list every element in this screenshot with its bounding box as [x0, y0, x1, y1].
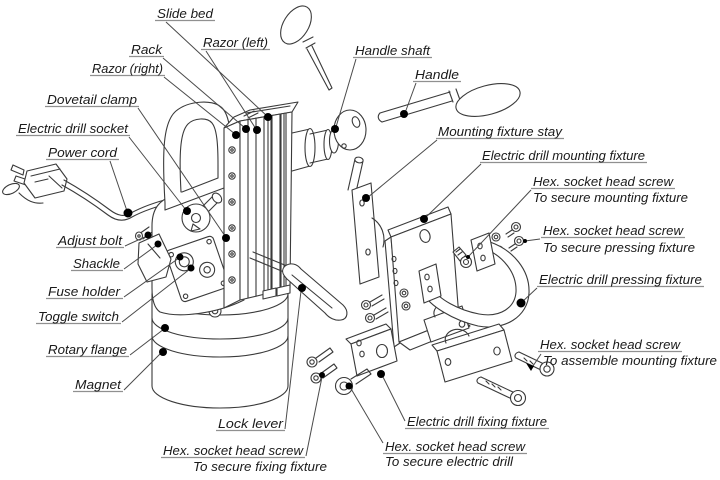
label-fuse-holder: Fuse holder — [48, 284, 121, 299]
power-plug-drawing — [1, 164, 67, 203]
label-hex-screw-secure-fixing-1: Hex. socket head screw — [163, 443, 305, 458]
label-hex-screw-secure-fixing-2: To secure fixing fixture — [193, 459, 327, 474]
label-mounting-fixture-stay: Mounting fixture stay — [438, 124, 564, 139]
label-electric-drill-socket: Electric drill socket — [18, 121, 130, 136]
label-slide-bed: Slide bed — [157, 6, 214, 21]
label-hex-screw-secure-pressing-1: Hex. socket head screw — [543, 223, 685, 238]
handle-drawing — [378, 77, 523, 122]
label-electric-drill-pressing-fixture: Electric drill pressing fixture — [539, 272, 702, 287]
label-power-cord: Power cord — [48, 145, 118, 160]
label-electric-drill-mounting-fixture: Electric drill mounting fixture — [482, 148, 645, 163]
label-magnet: Magnet — [75, 377, 123, 392]
label-rotary-flange: Rotary flange — [48, 342, 127, 357]
label-hex-screw-secure-drill-1: Hex. socket head screw — [385, 439, 527, 454]
label-rack: Rack — [131, 42, 164, 57]
label-hex-screw-assemble-mounting-1: Hex. socket head screw — [540, 337, 682, 352]
label-lock-lever: Lock lever — [218, 416, 284, 431]
label-toggle-switch: Toggle switch — [38, 309, 119, 324]
label-handle: Handle — [415, 67, 459, 82]
mounting-fixture-stay-drawing — [348, 156, 384, 284]
label-hex-screw-secure-pressing-2: To secure pressing fixture — [543, 240, 695, 255]
label-dovetail-clamp: Dovetail clamp — [47, 92, 137, 107]
label-hex-screw-secure-drill-2: To secure electric drill — [385, 454, 515, 469]
label-electric-drill-fixing-fixture: Electric drill fixing fixture — [407, 414, 547, 429]
label-handle-shaft: Handle shaft — [355, 43, 432, 58]
label-razor-right: Razor (right) — [92, 61, 163, 76]
label-adjust-bolt: Adjust bolt — [56, 233, 124, 248]
label-razor-left: Razor (left) — [203, 35, 268, 50]
label-hex-screw-secure-mounting-1: Hex. socket head screw — [533, 174, 675, 189]
feed-handle-drawing — [274, 1, 332, 90]
label-hex-screw-secure-mounting-2: To secure mounting fixture — [533, 190, 688, 205]
label-hex-screw-assemble-mounting-2: To assemble mounting fixture — [543, 353, 717, 368]
label-shackle: Shackle — [73, 256, 120, 271]
